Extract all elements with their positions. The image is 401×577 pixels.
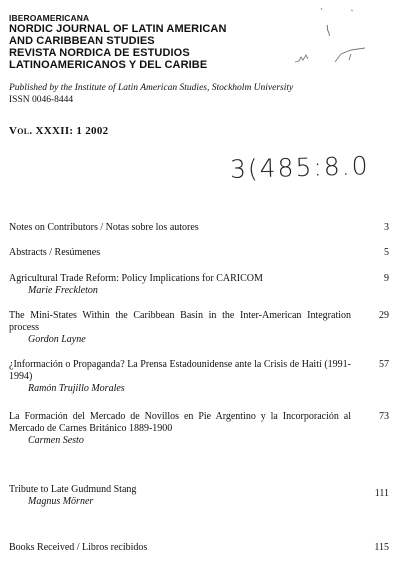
toc-page: 73 <box>379 411 389 422</box>
handwritten-call-number: 3(485:8.0 <box>229 151 370 184</box>
toc-title: Tribute to Late Gudmund Stang <box>9 484 137 495</box>
toc-entry <box>9 310 391 346</box>
volume-issue: Vol. XXXII: 1 2002 <box>9 125 109 137</box>
toc-title: Notes on Contributors / Notas sobre los autores <box>9 222 199 233</box>
toc-entry <box>9 247 391 259</box>
toc-author: Ramón Trujillo Morales <box>28 383 125 394</box>
toc-page: 5 <box>384 247 389 258</box>
toc-author: Gordon Layne <box>28 334 86 345</box>
toc-author: Marie Freckleton <box>28 285 98 296</box>
scan-pencil-marks <box>265 2 385 82</box>
toc-entry <box>9 222 391 234</box>
masthead-line-2: NORDIC JOURNAL OF LATIN AMERICAN <box>9 23 227 35</box>
publisher-line: Published by the Institute of Latin American Studies, Stockholm University <box>9 83 294 93</box>
publisher-info <box>9 83 293 106</box>
toc-page: 29 <box>379 310 389 321</box>
masthead-line-4: REVISTA NORDICA DE ESTUDIOS <box>9 47 190 59</box>
toc-entry <box>9 411 391 447</box>
masthead-line-5: LATINOAMERICANOS Y DEL CARIBE <box>9 59 208 71</box>
toc-entry <box>9 273 391 297</box>
toc-page: 9 <box>384 273 389 284</box>
toc-page: 111 <box>374 488 389 499</box>
issn: ISSN 0046-8444 <box>9 94 74 105</box>
masthead-line-3: AND CARIBBEAN STUDIES <box>9 35 155 47</box>
toc-title: Abstracts / Resúmenes <box>9 247 101 258</box>
toc-author: Carmen Sesto <box>28 435 84 446</box>
journal-masthead <box>9 13 227 71</box>
masthead-line-1: IBEROAMERICANA <box>9 13 90 23</box>
toc-entry <box>9 484 391 508</box>
toc-title: ¿Información o Propaganda? La Prensa Estadounidense ante la Crisis de Haití (1991-1994) <box>9 359 351 382</box>
toc-title: The Mini-States Within the Caribbean Basin in the Inter-American Integration process <box>9 310 351 333</box>
toc-page: 115 <box>374 542 389 553</box>
toc-page: 57 <box>379 359 389 370</box>
toc-title: La Formación del Mercado de Novillos en Pie Argentino y la Incorporación al Mercado de Carnes Británico 1889-1900 <box>9 411 351 434</box>
toc-title: Agricultural Trade Reform: Policy Implications for CARICOM <box>9 273 263 284</box>
toc-page: 3 <box>384 222 389 233</box>
toc-title: Books Received / Libros recibidos <box>9 542 148 553</box>
toc-entry <box>9 542 391 554</box>
toc-entry <box>9 359 391 395</box>
toc-author: Magnus Mörner <box>28 496 94 507</box>
